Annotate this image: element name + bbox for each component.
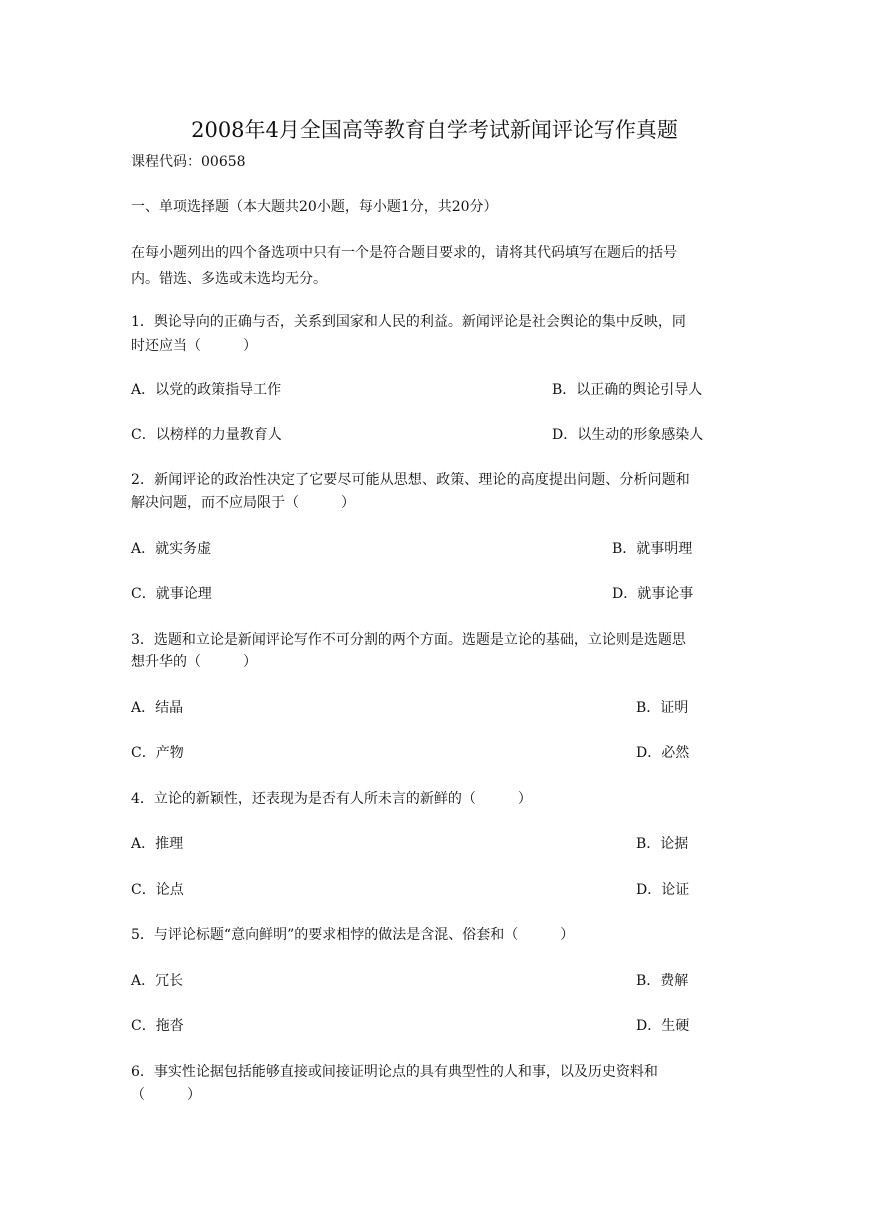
question-6-line-1: 6．事实性论据包括能够直接或间接证明论点的具有典型性的人和事，以及历史资料和 — [131, 1064, 658, 1080]
question-2-line-1: 2．新闻评论的政治性决定了它要尽可能从思想、政策、理论的高度提出问题、分析问题和 — [131, 472, 690, 488]
question-3-option-a: A．结晶 — [131, 700, 184, 716]
question-1-option-b: B．以正确的舆论引导人 — [552, 382, 703, 398]
question-4-line-1: 4．立论的新颖性，还表现为是否有人所未言的新鲜的（ ） — [131, 791, 532, 807]
question-5-option-a: A．冗长 — [131, 973, 184, 989]
question-4-option-a: A．推理 — [131, 836, 184, 852]
question-1-option-c: C．以榜样的力量教育人 — [131, 427, 282, 443]
question-5-option-d: D．生硬 — [636, 1018, 690, 1034]
document-title: 2008年4月全国高等教育自学考试新闻评论写作真题 — [191, 118, 678, 142]
question-4-option-c: C．论点 — [131, 882, 184, 898]
question-2-option-a: A．就实务虚 — [131, 541, 212, 557]
question-3-option-d: D．必然 — [636, 745, 690, 761]
question-5-option-c: C．拖沓 — [131, 1018, 184, 1034]
question-2-option-d: D．就事论事 — [612, 586, 694, 602]
question-2-option-c: C．就事论理 — [131, 586, 212, 602]
question-2-line-2: 解决问题，而不应局限于（ ） — [131, 495, 355, 511]
question-5-option-b: B．费解 — [636, 973, 689, 989]
question-3-option-c: C．产物 — [131, 745, 184, 761]
course-code: 课程代码：00658 — [131, 154, 246, 170]
question-6-line-2: （ ） — [131, 1087, 201, 1103]
instructions-line-2: 内。错选、多选或未选均无分。 — [131, 271, 327, 287]
question-5-line-1: 5．与评论标题“意向鲜明”的要求相悖的做法是含混、俗套和（ ） — [131, 927, 575, 943]
question-4-option-d: D．论证 — [636, 882, 690, 898]
question-1-line-1: 1．舆论导向的正确与否，关系到国家和人民的利益。新闻评论是社会舆论的集中反映，同 — [131, 314, 686, 330]
instructions-line-1: 在每小题列出的四个备选项中只有一个是符合题目要求的，请将其代码填写在题后的括号 — [131, 245, 677, 261]
question-3-line-2: 想升华的（ ） — [131, 654, 257, 670]
question-2-option-b: B．就事明理 — [612, 541, 693, 557]
question-1-line-2: 时还应当（ ） — [131, 338, 257, 354]
question-1-option-d: D．以生动的形象感染人 — [552, 427, 704, 443]
question-4-option-b: B．论据 — [636, 836, 689, 852]
question-3-line-1: 3．选题和立论是新闻评论写作不可分割的两个方面。选题是立论的基础，立论则是选题思 — [131, 632, 686, 648]
question-1-option-a: A．以党的政策指导工作 — [131, 382, 282, 398]
question-3-option-b: B．证明 — [636, 700, 689, 716]
section-heading: 一、单项选择题（本大题共20小题，每小题1分，共20分） — [131, 199, 498, 215]
